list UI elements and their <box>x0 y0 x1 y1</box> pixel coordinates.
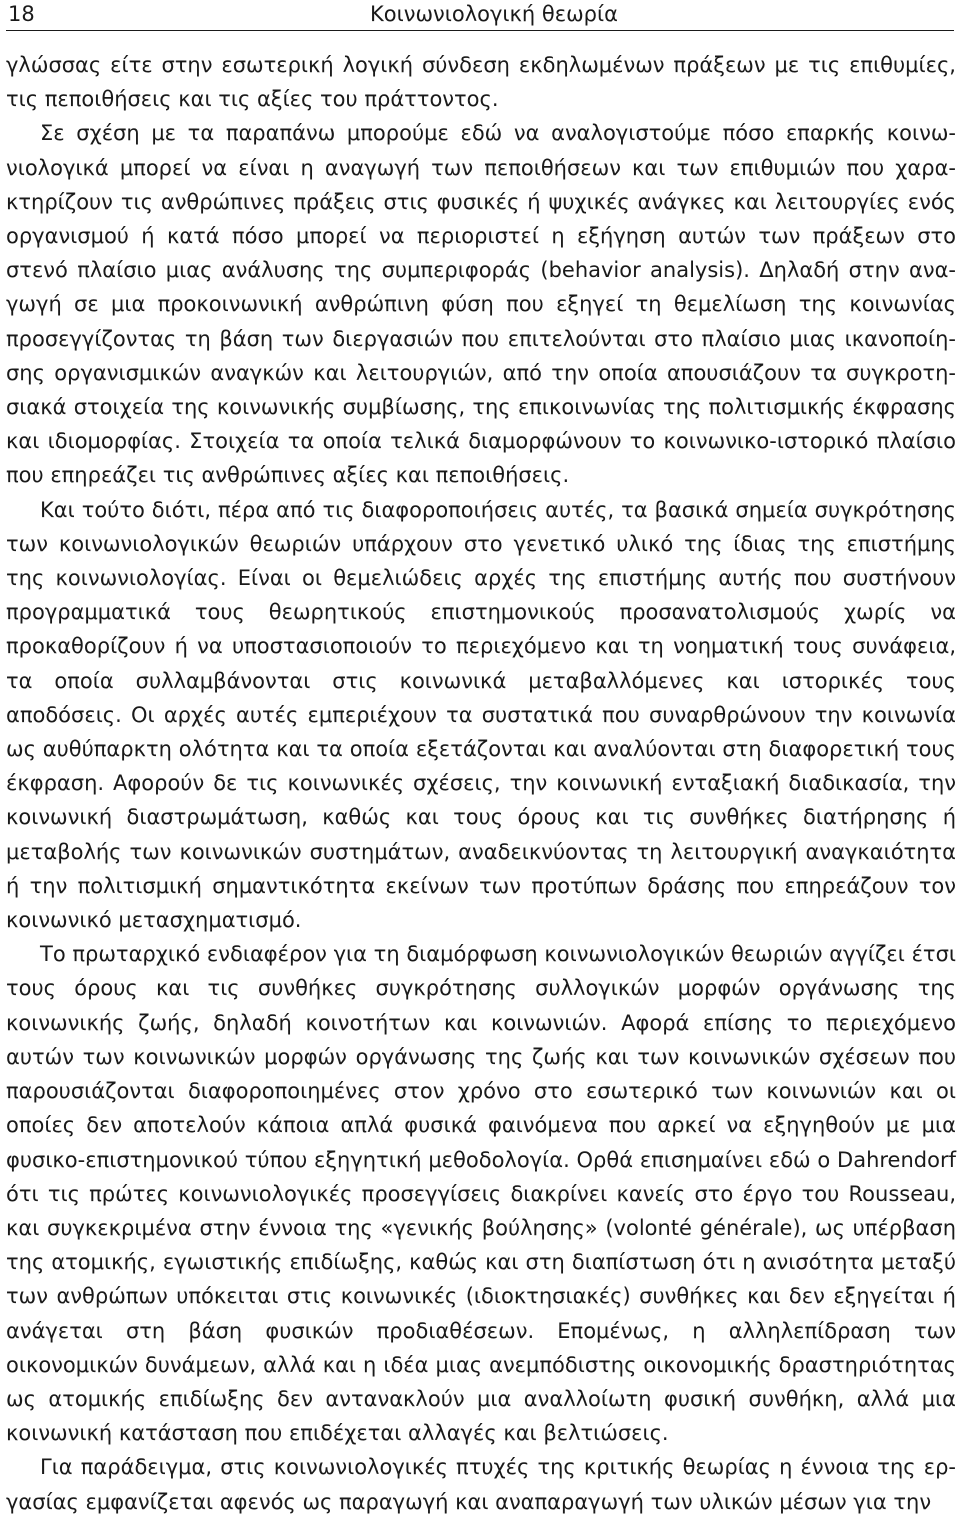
paragraph: Σε σχέση με τα παραπάνω μπορούμε εδώ να αναλογιστούμε πόσο επαρκής κοινωνιολογικά μπορεί να είναι η αναγωγή των πεποιθήσεων και των επιθυμιών που χαρακτηρίζουν τις ανθρώπινες πράξεις στις φυσικές ή ψυχικές ανάγκες και λειτουργίες ενός οργανισμού ή κατά πόσο μπορεί να περιοριστεί η εξήγηση αυτών των πράξεων στο στενό πλαίσιο μιας ανάλυσης της συμπεριφοράς (behavior analysis). Δηλαδή στην αναγωγή σε μια προκοινωνική ανθρώπινη φύση που εξηγεί τη θεμελίωση της κοινωνίας προσεγγίζοντας τη βάση των διεργασιών που επιτελούνται στο πλαίσιο μιας ικανοποίησης οργανισμικών αναγκών και λειτουργιών, από την οποία απουσιάζουν τα συγκροτησιακά στοιχεία της κοινωνικής συμβίωσης, της επικοινωνίας της πολιτισμικής έκφρασης και ιδιομορφίας. Στοιχεία τα οποία τελικά διαμορφώνουν το κοινωνικο-ιστορικό πλαίσιο που επηρεάζει τις ανθρώπινες αξίες και πεποιθήσεις. <box>6 121 956 488</box>
page-number: 18 <box>8 2 35 26</box>
running-header <box>6 0 954 31</box>
paragraph: Για παράδειγμα, στις κοινωνιολογικές πτυχές της κριτικής θεωρίας η έννοια της εργασίας εμφανίζεται αφενός ως παραγωγή και αναπαραγωγή των υλικών μέσων για την <box>6 1455 956 1514</box>
paragraph: Το πρωταρχικό ενδιαφέρον για τη διαμόρφωση κοινωνιολογικών θεωριών αγγίζει έτσι τους όρους και τις συνθήκες συγκρότησης συλλογικών μορφών οργάνωσης της κοινωνικής ζωής, δηλαδή κοινοτήτων και κοινωνιών. Αφορά επίσης το περιεχόμενο αυτών των κοινωνικών μορφών οργάνωσης της ζωής και των κοινωνικών σχέσεων που παρουσιάζονται διαφοροποιημένες στον χρόνο στο εσωτερικό των κοινωνιών και οι οποίες δεν αποτελούν κάποια απλά φυσικά φαινόμενα που αρκεί να εξηγηθούν με μια φυσικο-επιστημονικού τύπου εξηγητική μεθοδολογία. Ορθά επισημαίνει εδώ ο Dahrendorf ότι τις πρώτες κοινωνιολογικές προσεγγίσεις διακρίνει κανείς στο έργο του Rousseau, και συγκεκριμένα στην έννοια της «γενικής βούλησης» (volonté générale), ως υπέρβαση της ατομικής, εγωιστικής επιδίωξης, καθώς και στη διαπίστωση ότι η ανισότητα μεταξύ των ανθρώπων υπόκειται στις κοινωνικές (ιδιοκτησιακές) συνθήκες και δεν εξηγείται ή ανάγεται στη βάση φυσικών προδιαθέσεων. Επομένως, η αλληλεπίδραση των οικονομικών δυνάμεων, αλλά και η ιδέα μιας ανεμπόδιστης οικονομικής δραστηριότητας ως ατομικής επιδίωξης δεν αντανακλούν μια αναλλοίωτη φυσική συνθήκη, αλλά μια κοινωνική κατάσταση που επιδέχεται αλλαγές και βελτιώσεις. <box>6 942 956 1446</box>
paragraph: Και τούτο διότι, πέρα από τις διαφοροποιήσεις αυτές, τα βασικά σημεία συγκρότησης των κοινωνιολογικών θεωριών υπάρχουν στο γενετικό υλικό της ίδιας της επιστήμης της κοινωνιολογίας. Είναι οι θεμελιώδεις αρχές της επιστήμης αυτής που συστήνουν προγραμματικά τους θεωρητικούς επιστημονικούς προσανατολισμούς χωρίς να προκαθορίζουν ή να υποστασιοποιούν το περιεχόμενο και τη νοηματική τους συνάφεια, τα οποία συλλαμβάνονται στις κοινωνικά μεταβαλλόμενες και ιστορικές τους αποδόσεις. Οι αρχές αυτές εμπεριέχουν τα συστατικά που συναρθρώνουν την κοινωνία ως αυθύπαρκτη ολότητα και τα οποία εξετάζονται και αναλύονται στη διαφορετική τους έκφραση. Αφορούν δε τις κοινωνικές σχέσεις, την κοινωνική ενταξιακή διαδικασία, την κοινωνική διαστρωμάτωση, καθώς και τους όρους και τις συνθήκες διατήρησης ή μεταβολής των κοινωνικών συστημάτων, αναδεικνύοντας τη λειτουργική αναγκαιότητα ή την πολιτισμική σημαντικότητα εκείνων των προτύπων δράσης που επηρεάζουν τον κοινωνικό μετασχηματισμό. <box>6 497 956 933</box>
running-title: Κοινωνιολογική θεωρία <box>370 2 618 26</box>
body-text <box>6 48 956 1519</box>
paragraph-continued: γλώσσας είτε στην εσωτερική λογική σύνδεση εκδηλωμένων πράξεων με τις επιθυμίες, τις πεποιθήσεις και τις αξίες του πράττοντος. <box>6 53 956 112</box>
